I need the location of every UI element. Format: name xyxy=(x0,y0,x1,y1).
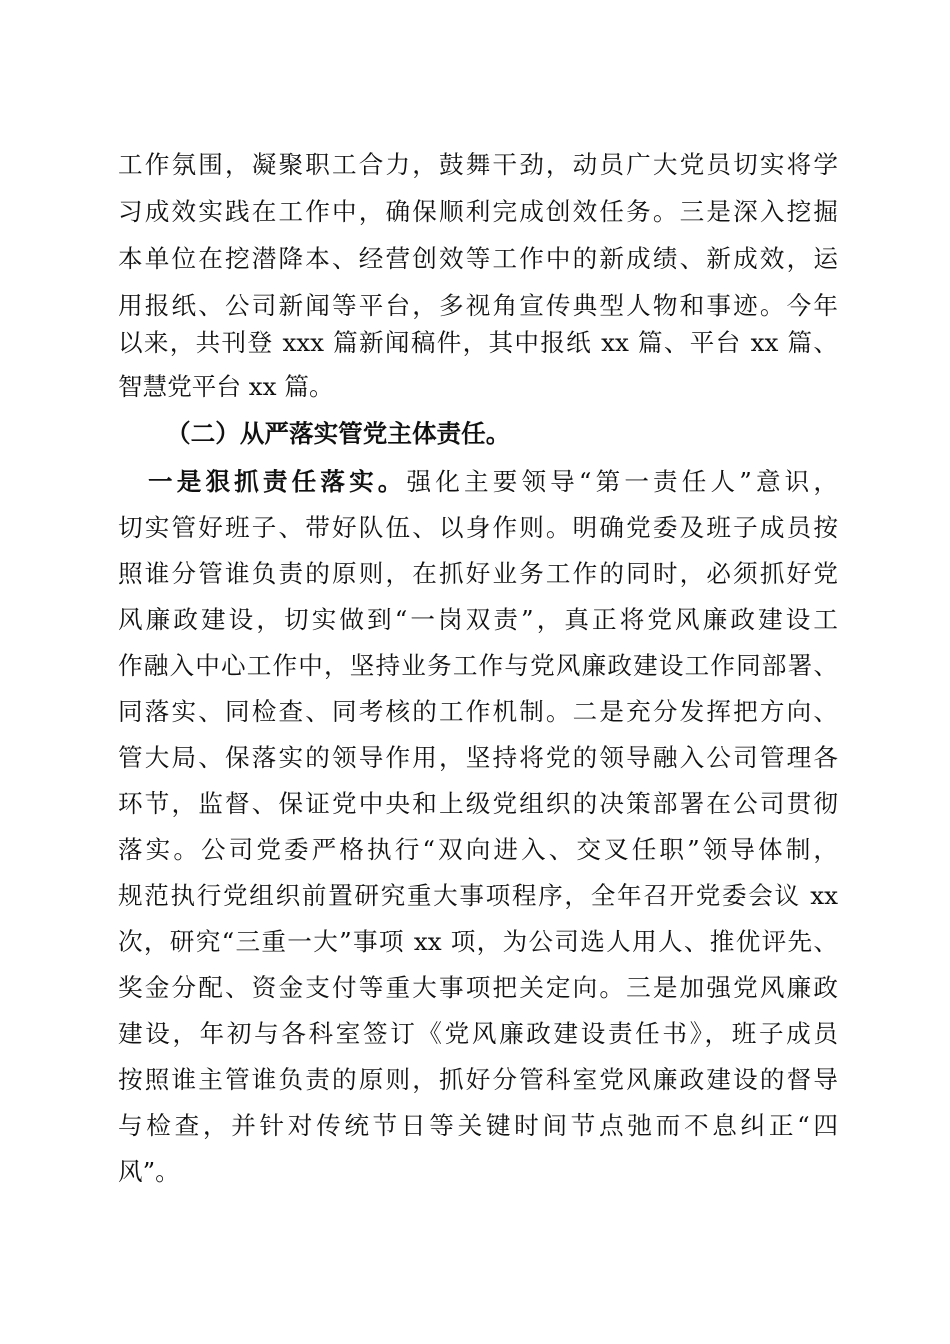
paragraph-line: 落实。公司党委严格执行“双向进入、交叉任职”领导体制， xyxy=(118,835,838,864)
paragraph-first-line xyxy=(148,461,838,503)
paragraph-line: 奖金分配、资金支付等重大事项把关定向。三是加强党风廉政 xyxy=(118,973,838,1002)
paragraph-line: 风”。 xyxy=(118,1157,180,1186)
paragraph-line: 与检查，并针对传统节日等关键时间节点弛而不息纠正“四 xyxy=(118,1111,838,1140)
paragraph-line: 本单位在挖潜降本、经营创效等工作中的新成绩、新成效，运 xyxy=(118,244,838,273)
paragraph-line: 管大局、保落实的领导作用，坚持将党的领导融入公司管理各 xyxy=(118,743,838,772)
paragraph-first-rest: 强化主要领导“第一责任人”意识， xyxy=(406,467,838,496)
paragraph-line: 同落实、同检查、同考核的工作机制。二是充分发挥把方向、 xyxy=(118,697,838,726)
paragraph-line: 以来，共刊登 xxx 篇新闻稿件，其中报纸 xx 篇、平台 xx 篇、 xyxy=(118,328,838,357)
paragraph-line: 环节，监督、保证党中央和上级党组织的决策部署在公司贯彻 xyxy=(118,789,838,818)
paragraph-line: 风廉政建设，切实做到“一岗双责”，真正将党风廉政建设工 xyxy=(118,605,838,634)
paragraph-line: 智慧党平台 xx 篇。 xyxy=(118,372,334,401)
paragraph-line: 规范执行党组织前置研究重大事项程序，全年召开党委会议 xx xyxy=(118,881,838,910)
paragraph-line: 建设，年初与各科室签订《党风廉政建设责任书》，班子成员 xyxy=(118,1019,838,1048)
paragraph-lead: 一是狠抓责任落实。 xyxy=(148,467,407,496)
paragraph-line: 工作氛围，凝聚职工合力，鼓舞干劲，动员广大党员切实将学 xyxy=(118,150,838,179)
paragraph-line: 作融入中心工作中，坚持业务工作与党风廉政建设工作同部署、 xyxy=(118,651,838,680)
paragraph-line: 习成效实践在工作中，确保顺利完成创效任务。三是深入挖掘 xyxy=(118,197,838,226)
paragraph-line: 次，研究“三重一大”事项 xx 项，为公司选人用人、推优评先、 xyxy=(118,927,838,956)
paragraph-line: 照谁分管谁负责的原则，在抓好业务工作的同时，必须抓好党 xyxy=(118,559,838,588)
section-heading: （二）从严落实管党主体责任。 xyxy=(166,419,511,448)
paragraph-line: 用报纸、公司新闻等平台，多视角宣传典型人物和事迹。今年 xyxy=(118,291,838,320)
paragraph-line: 按照谁主管谁负责的原则，抓好分管科室党风廉政建设的督导 xyxy=(118,1065,838,1094)
paragraph-line: 切实管好班子、带好队伍、以身作则。明确党委及班子成员按 xyxy=(118,513,838,542)
